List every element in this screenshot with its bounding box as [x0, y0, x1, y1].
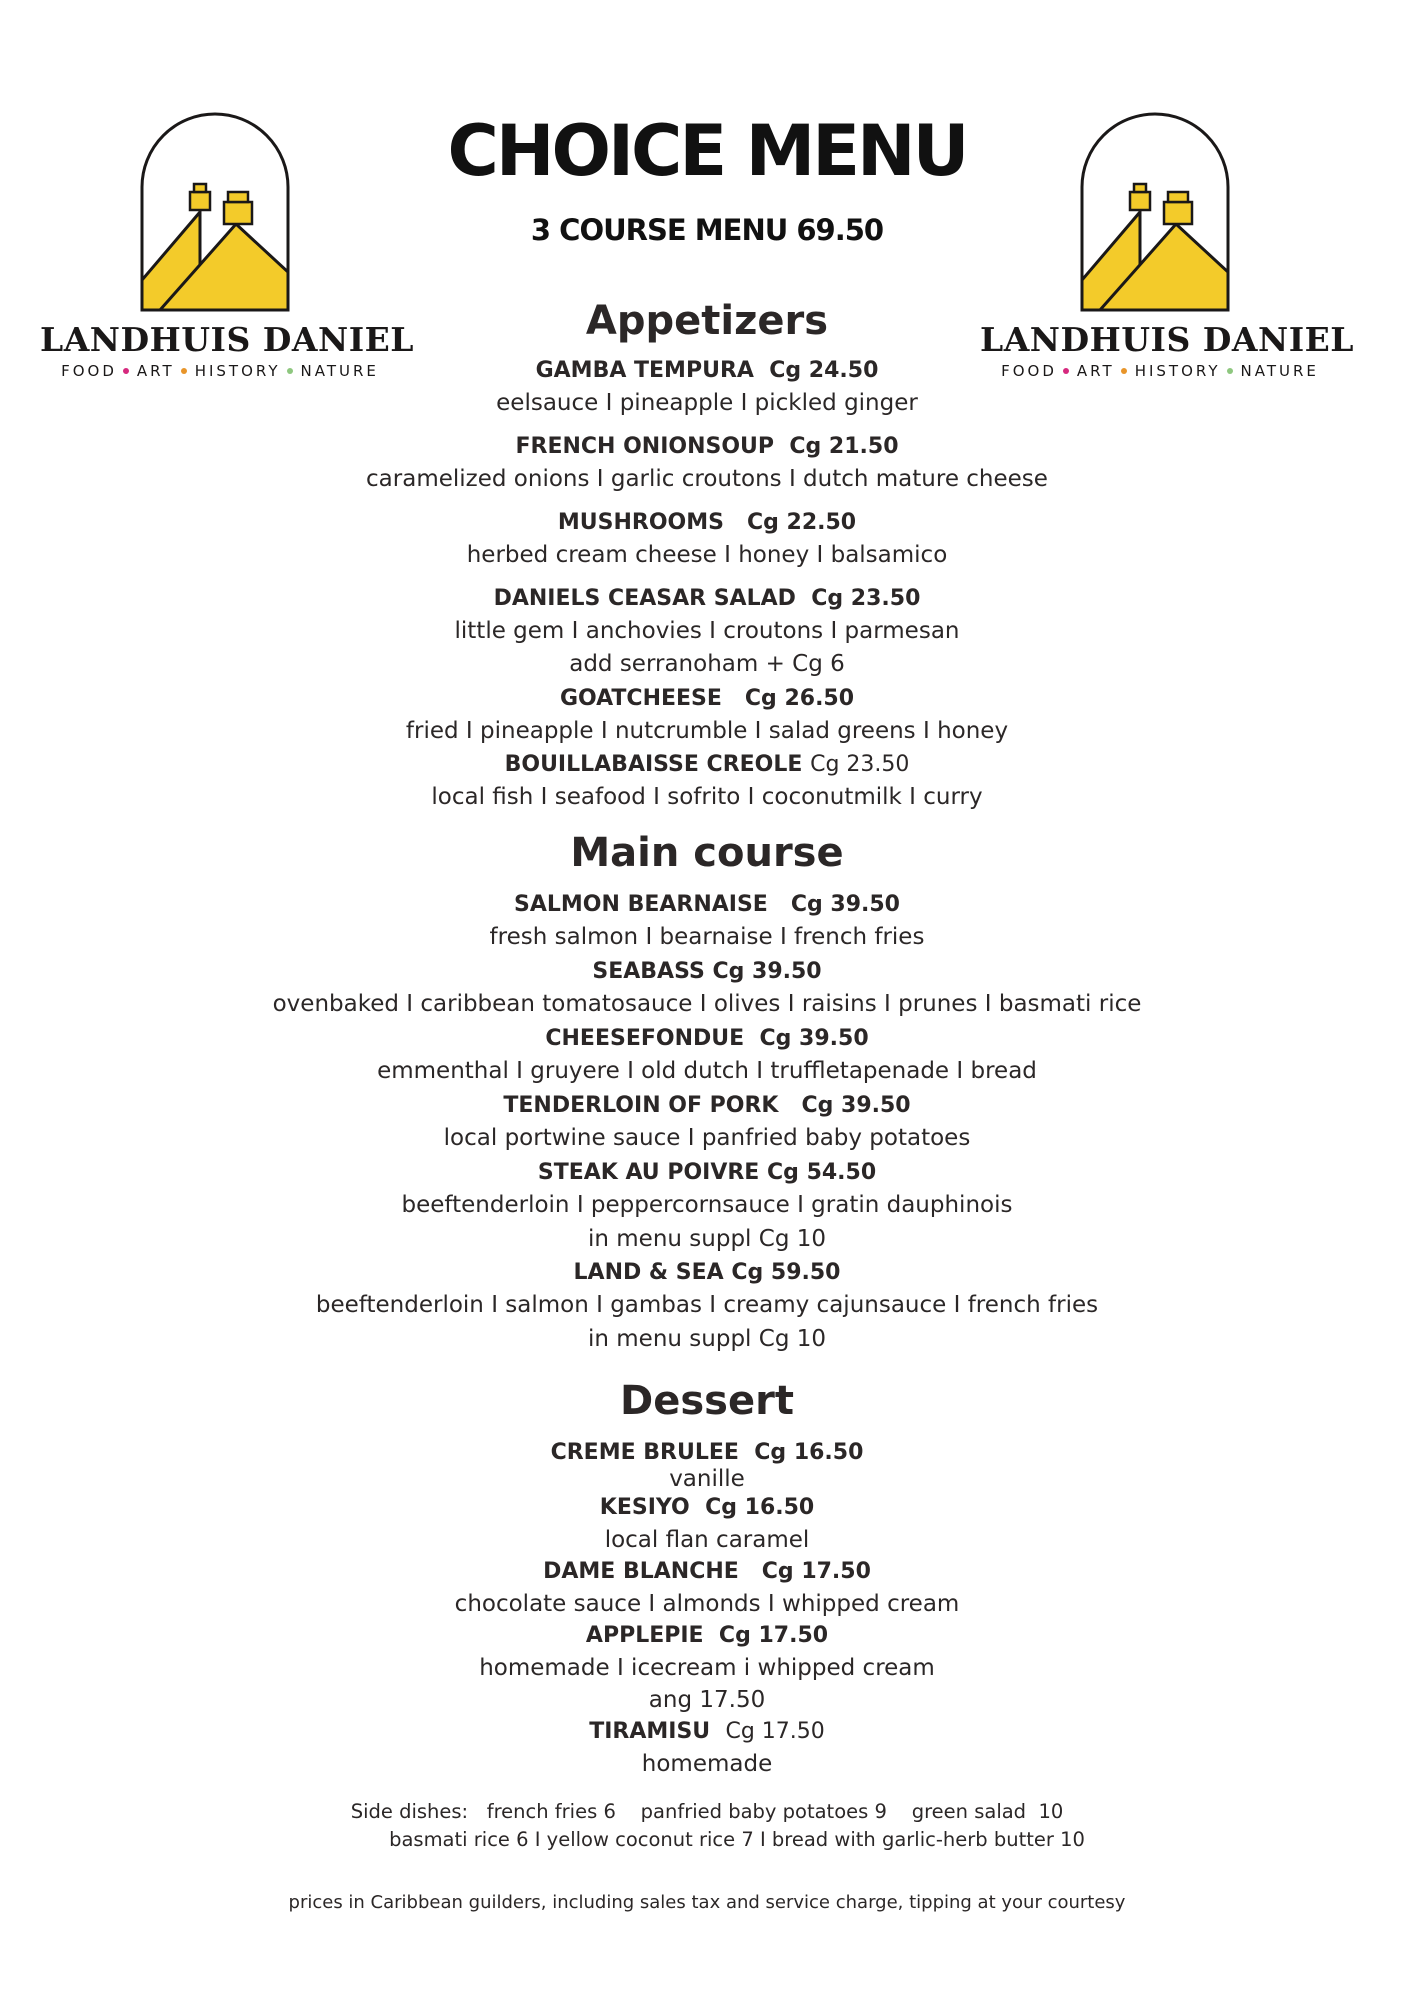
- brand-wordmark: LANDHUIS DANIEL: [40, 320, 414, 359]
- menu-item-name: FRENCH ONIONSOUP Cg 21.50: [515, 434, 899, 459]
- menu-item-name: GOATCHEESE Cg 26.50: [559, 686, 855, 711]
- menu-item-name: TENDERLOIN OF PORK Cg 39.50: [503, 1093, 911, 1118]
- menu-item-desc: local flan caramel: [604, 1527, 810, 1553]
- menu-item-desc: fresh salmon I bearnaise I french fries: [489, 924, 925, 950]
- menu-item-name: SEABASS Cg 39.50: [592, 959, 822, 984]
- menu-item-desc: homemade: [641, 1751, 773, 1777]
- menu-item-desc: caramelized onions I garlic croutons I dutch mature cheese: [366, 466, 1048, 492]
- menu-item-name: KESIYO Cg 16.50: [599, 1495, 815, 1520]
- menu-item-name: TIRAMISU Cg 17.50: [589, 1719, 825, 1744]
- menu-item-name: LAND & SEA Cg 59.50: [573, 1260, 841, 1285]
- menu-item-extra: in menu suppl Cg 10: [588, 1226, 826, 1252]
- menu-item-desc: vanille: [669, 1466, 745, 1492]
- section-heading-appetizers: Appetizers: [585, 298, 829, 344]
- menu-item-name: GAMBA TEMPURA Cg 24.50: [535, 358, 879, 383]
- menu-item-desc: local fish I seafood I sofrito I coconutmilk I curry: [431, 784, 983, 810]
- menu-item-extra: in menu suppl Cg 10: [588, 1326, 826, 1352]
- page-subtitle: 3 COURSE MENU 69.50: [530, 213, 884, 247]
- menu-item-desc: beeftenderloin I salmon I gambas I creamy cajunsauce I french fries: [315, 1292, 1099, 1318]
- side-dishes-line-2: basmati rice 6 I yellow coconut rice 7 I bread with garlic-herb butter 10: [389, 1828, 1085, 1851]
- menu-item-desc: homemade I icecream i whipped cream: [479, 1655, 935, 1681]
- menu-item-desc: local portwine sauce I panfried baby potatoes: [443, 1125, 971, 1151]
- menu-item-desc: herbed cream cheese I honey I balsamico: [466, 542, 948, 568]
- menu-item-desc: chocolate sauce I almonds I whipped cream: [454, 1591, 960, 1617]
- brand-tagline: FOOD ART HISTORY NATURE: [1001, 362, 1319, 380]
- page-title: CHOICE MENU: [447, 110, 967, 192]
- menu-item-name: BOUILLABAISSE CREOLE Cg 23.50: [504, 752, 910, 777]
- brand-wordmark: LANDHUIS DANIEL: [980, 320, 1354, 359]
- menu-item-name: CREME BRULEE Cg 16.50: [550, 1440, 864, 1465]
- menu-item-extra: ang 17.50: [648, 1687, 766, 1713]
- section-heading-main: Main course: [570, 830, 844, 876]
- section-heading-dessert: Dessert: [620, 1378, 794, 1424]
- menu-item-name: STEAK AU POIVRE Cg 54.50: [537, 1160, 877, 1185]
- menu-item-name: DAME BLANCHE Cg 17.50: [543, 1559, 871, 1584]
- side-dishes-line-1: Side dishes: french fries 6 panfried baby potatoes 9 green salad 10: [350, 1800, 1064, 1823]
- menu-item-extra: add serranoham + Cg 6: [569, 651, 845, 677]
- menu-item-desc: eelsauce I pineapple I pickled ginger: [496, 390, 918, 416]
- footer-note: prices in Caribbean guilders, including sales tax and service charge, tipping at your courtesy: [288, 1892, 1126, 1913]
- menu-item-desc: ovenbaked I caribbean tomatosauce I olives I raisins I prunes I basmati rice: [272, 991, 1142, 1017]
- brand-tagline: FOOD ART HISTORY NATURE: [61, 362, 379, 380]
- menu-item-name: CHEESEFONDUE Cg 39.50: [545, 1026, 869, 1051]
- menu-item-name: DANIELS CEASAR SALAD Cg 23.50: [493, 586, 921, 611]
- menu-item-desc: fried I pineapple I nutcrumble I salad greens I honey: [405, 718, 1009, 744]
- menu-item-desc: beeftenderloin I peppercornsauce I gratin dauphinois: [401, 1192, 1013, 1218]
- menu-item-name: APPLEPIE Cg 17.50: [585, 1623, 829, 1648]
- menu-item-name: SALMON BEARNAISE Cg 39.50: [514, 892, 900, 917]
- menu-item-desc: little gem I anchovies I croutons I parmesan: [454, 618, 960, 644]
- menu-item-name: MUSHROOMS Cg 22.50: [557, 510, 857, 535]
- menu-item-desc: emmenthal I gruyere I old dutch I truffletapenade I bread: [377, 1058, 1037, 1084]
